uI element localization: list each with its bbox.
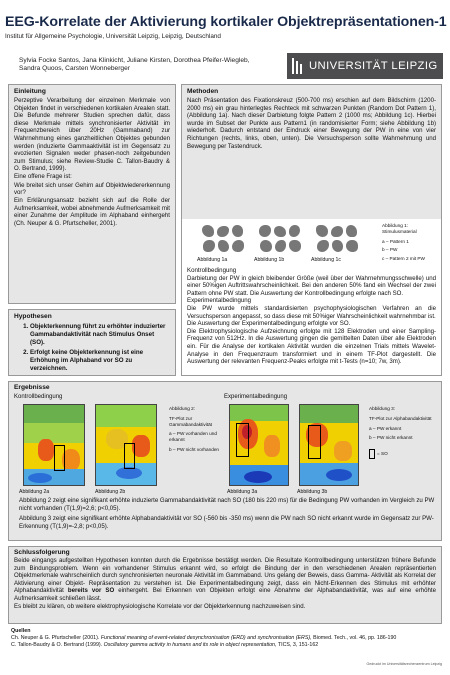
exp-heading: Experimentalbedingung (187, 297, 252, 305)
fig2a-caption: Abbildung 2a (19, 489, 50, 495)
schluss-text (14, 557, 436, 603)
methoden-box (181, 84, 442, 376)
so-legend (369, 449, 437, 459)
hypothese-item: 2. Erfolgt keine Objekterkennung ist eine Erhöhung im Alphaband vor SO zu verzeichnen. (30, 349, 170, 372)
logo-mark-icon (287, 53, 309, 79)
methoden-p1: Nach Präsentation des Fixationskreuz (500-700 ms) erschien auf dem Bildschirm (1200-2000 ms) ein grau hinterlegtes Rechteck mit schwarzen Punkten (Random Dot Pattern 1), (Abbildung 1a). Nach dieser Darbietung folgte Pattern 2 (1000 ms; Abbildung 1c). Hierbei wurde im Subset der Punkte aus Pattern1 (in randomisierter Form; siehe Abbildung 1b) wiederholt. Dadurch entstand der Eindruck einer Bewegung der PW in eine von vier Richtungen (rechts, links, oben, unten). Die Versuchsperson sollte Wahrnehmung und Bewegung per Tastendruck. (187, 97, 436, 150)
footer-note: Gedruckt im Universitätsrechenzentrum Leipzig (366, 662, 442, 666)
fig1b-caption: Abbildung 1b (254, 257, 285, 263)
so-label: = SO (377, 451, 388, 457)
abb2-sub: TF-Plot zur Gammabandaktivität (169, 415, 212, 427)
abb3-legend (369, 406, 437, 459)
quelle-2 (11, 642, 441, 649)
ergebnisse-kontroll-label: Kontrollbedingung (14, 394, 63, 400)
result-2: Abbildung 3 zeigt eine signifikant erhöhte Alphabandaktivität vor SO (-560 bis -350 ms) wenn die PW nach SO nicht erkannt wurde im Gegensatz zur PW-Erkennung (T(1,9)=-2,8; p<0,05). (19, 515, 434, 530)
eeg-text: Die Elektrophysiologische Aufzeichnung erfolgte mit 128 Elektroden und einer Sampling-Frequenz von 512Hz. In die Auswertung gingen die gemittelten Daten über alle Elektroden ein. Für die Analyse der kortikalen Aktivität wurden die einzelnen Trials mittels Wavelet-Analyse in den Frequenzraum transformiert und in einem TF-Plot dargestellt. Die Auswertung der relevanten Frequenz-Peaks erfolgte mit t-Tests (n=10; 7w, 3m). (187, 327, 436, 366)
fig1a-caption: Abbildung 1a (197, 257, 228, 263)
abb2-a: a – PW vorhanden und erkannt (169, 431, 217, 443)
tf-plot-2a (23, 404, 85, 486)
university-logo (287, 53, 443, 79)
stimulus-pattern-1c (316, 225, 358, 253)
schluss-heading: Schlussfolgerung (14, 549, 70, 556)
schluss-text-main: Beide eingangs aufgestellten Hypothesen konnten durch die Ergebnisse bestätigt werden. Die Resultate Kontrollbedingung unterstützen frühere Befunde zum Bindungsproblem. Wenn ein vorhandener Stimulus erkannt wird, so erfolgt die Bindung der in den verschiedenen Arealen repräsentierten Objektmerkmale wahrscheinlich durch synchronisierten neuronale Aktivität im Gammaband. Uns gelang der Beweis, dass Gamma- Aktivität als Korrelat der Aktivierung einer Objekt- Repräsentation zu verstehen ist. Die Experimentalbedingung zeigt, dass ein Nicht-Erkennen des Stimulus mit erhöhter Alphabandaktivität (14, 557, 436, 595)
fig3b-caption: Abbildung 3b (297, 489, 328, 495)
quelle-1-authors: Ch. Neuper & G. Pfurtscheller (2001). (11, 634, 100, 641)
abb3-b: b – PW nicht erkannt (369, 435, 413, 441)
einleitung-p3: Wie breitet sich unser Gehirn auf Objektwiedererkennung vor? (14, 181, 170, 197)
stimulus-pattern-1b (259, 225, 301, 253)
ergebnisse-exp-label: Experimentalbedingung (224, 394, 288, 400)
hypothesen-heading: Hypothesen (14, 313, 52, 320)
schluss-text-2: Es bleibt zu klären, ob weitere elektrophysiologische Korrelate vor der Objekterkennung nachzuweisen sind. (14, 602, 306, 610)
quelle-1-title: Functional meaning of event-related desynchronisation (ERD) and synchronisation (ERS), (100, 634, 312, 641)
schluss-text-bold: bereits vor SO (67, 587, 115, 595)
ergebnisse-heading: Ergebnisse (14, 384, 50, 391)
abb2-title: Abbildung 2: (169, 406, 196, 411)
quellen (11, 628, 441, 648)
hypothese-item: 1. Objekterkennung führt zu erhöhter induzierter Gammabandaktivität nach Stimulus Onset (SO). (30, 323, 170, 346)
methoden-heading: Methoden (187, 88, 219, 95)
methoden-conditions (182, 265, 441, 376)
fig1-legend-title: Abbildung 1: Stimulusmaterial (382, 223, 417, 234)
exp-text: Die PW wurde mittels standardisierten psychophysiologischen Verfahren an die Versuchsperson angepasst, so dass diese mit 50%iger Wahrscheinlichkeit wahrnehmbar ist. (187, 304, 436, 320)
tf-plot-2b (95, 404, 157, 486)
einleitung-box (8, 84, 176, 304)
quelle-1 (11, 635, 441, 642)
schluss-box (8, 546, 442, 624)
schluss-text-end: einhergeht. Bei Erkennen von Objekten erfolgt eine Abnahme der Alphabandaktivität, was auf eine erhöhte Aufmerksamkeit schließen lässt. (14, 587, 436, 602)
einleitung-text (14, 97, 170, 228)
abb3-sub: TF-Plot zur Alphabandaktivität (369, 415, 432, 421)
ergebnisse-box (8, 381, 442, 541)
stimulus-pattern-1a (202, 225, 244, 253)
authors: Sylvia Focke Santos, Jana Klinkicht, Juliane Kirsten, Dorothea Pfeifer-Wiegleb, Sandra Quoos, Carsten Wonneberger (19, 57, 250, 73)
hypothesen-list (14, 323, 170, 373)
quelle-1-source: Biomed. Tech., vol. 46, pp. 186-190 (313, 634, 397, 641)
methoden-intro (182, 85, 441, 219)
hypothesen-box (8, 309, 176, 376)
fig2b-caption: Abbildung 2b (95, 489, 126, 495)
einleitung-p1: Perzeptive Verarbeitung der einzelnen Merkmale von Objekten findet in verschiedenen kortikalen Arealen statt. Die Befunde mehrerer Studien sprechen dafür, dass diese Merkmale mittels synchronisierter Aktivität im Frequenzbereich über 20Hz (Gammaband) zur Wahrnehmung eines ganzheitlichen Objektes gebunden werden (induzierte Gammaaktivität ist im Gegensatz zu evozierten Signalen weder phasen-noch zeitgebunden zum Stimulus; siehe Review-Studie C. Tallon-Baudry & O. Bertrand, 1999). (14, 97, 170, 173)
kontroll-heading: Kontrollbedingung (187, 267, 237, 274)
kontroll-text: Darbietung der PW in gleich bleibender Größe (weil über der Wahrnehmungsschwelle) und einer 50%igen Auftrittswahrscheinlichkeit. Bei den anderen 50% fand ein Wechsel der zwei Pattern ohne PW statt. Die Auswertung der Kontrollbedingung erfolgte nach SO. (187, 274, 436, 297)
tf-plot-3b (299, 404, 359, 486)
einleitung-p4: Ein Erklärungsansatz bezieht sich auf die Rolle der Aufmerksamkeit, wobei abnehmende Aufmerksamkeit mit einer Zunahme der Amplitude im Alphaband einhergeht (Ch. Neuper & G. Pfurtscheller, 2001). (14, 197, 170, 227)
abb3-a: a – PW erkannt (369, 425, 402, 431)
fig3a-caption: Abbildung 3a (227, 489, 258, 495)
fig1-legend-b: b – PW (382, 247, 398, 253)
abb3-title: Abbildung 3: (369, 406, 396, 411)
einleitung-heading: Einleitung (14, 88, 46, 95)
fig1-legend-c: c – Pattern 2 mit PW (382, 256, 425, 262)
institute-line: Institut für Allgemeine Psychologie, Universität Leipzig, Leipzig, Deutschland (5, 33, 221, 40)
quelle-2-source: TICS, 3, 151-162 (277, 641, 319, 648)
exp-text-2: Die Auswertung der Experimentalbedingung erfolgte vor SO. (187, 320, 351, 328)
so-marker-icon (369, 449, 375, 459)
quelle-2-authors: C. Tallon-Baudry & O. Bertrand (1999). (11, 641, 103, 648)
fig1-legend (382, 223, 440, 262)
abb2-b: b – PW nicht vorhanden (169, 446, 220, 452)
quelle-2-title: Oscillatory gamma activity in humans and its role in object representation, (103, 641, 277, 648)
fig1c-caption: Abbildung 1c (311, 257, 341, 263)
result-1: Abbildung 2 zeigt eine signifikant erhöhte induzierte Gammabandaktivität nach SO (180 bis 220 ms) für die Bedingung PW vorhanden im Vergleich zu PW nicht vorhanden (T(1,9)=2,6; p<0,05). (19, 497, 435, 512)
abb2-legend (169, 406, 221, 453)
poster-title: EEG-Korrelate der Aktivierung kortikaler Objektrepräsentationen-1 (5, 14, 447, 30)
einleitung-p2: Eine offene Frage ist: (14, 173, 72, 181)
tf-plot-3a (229, 404, 289, 486)
logo-text: UNIVERSITÄT LEIPZIG (309, 60, 438, 72)
fig1-legend-a: a – Pattern 1 (382, 238, 409, 244)
quellen-heading: Quellen (11, 628, 31, 634)
